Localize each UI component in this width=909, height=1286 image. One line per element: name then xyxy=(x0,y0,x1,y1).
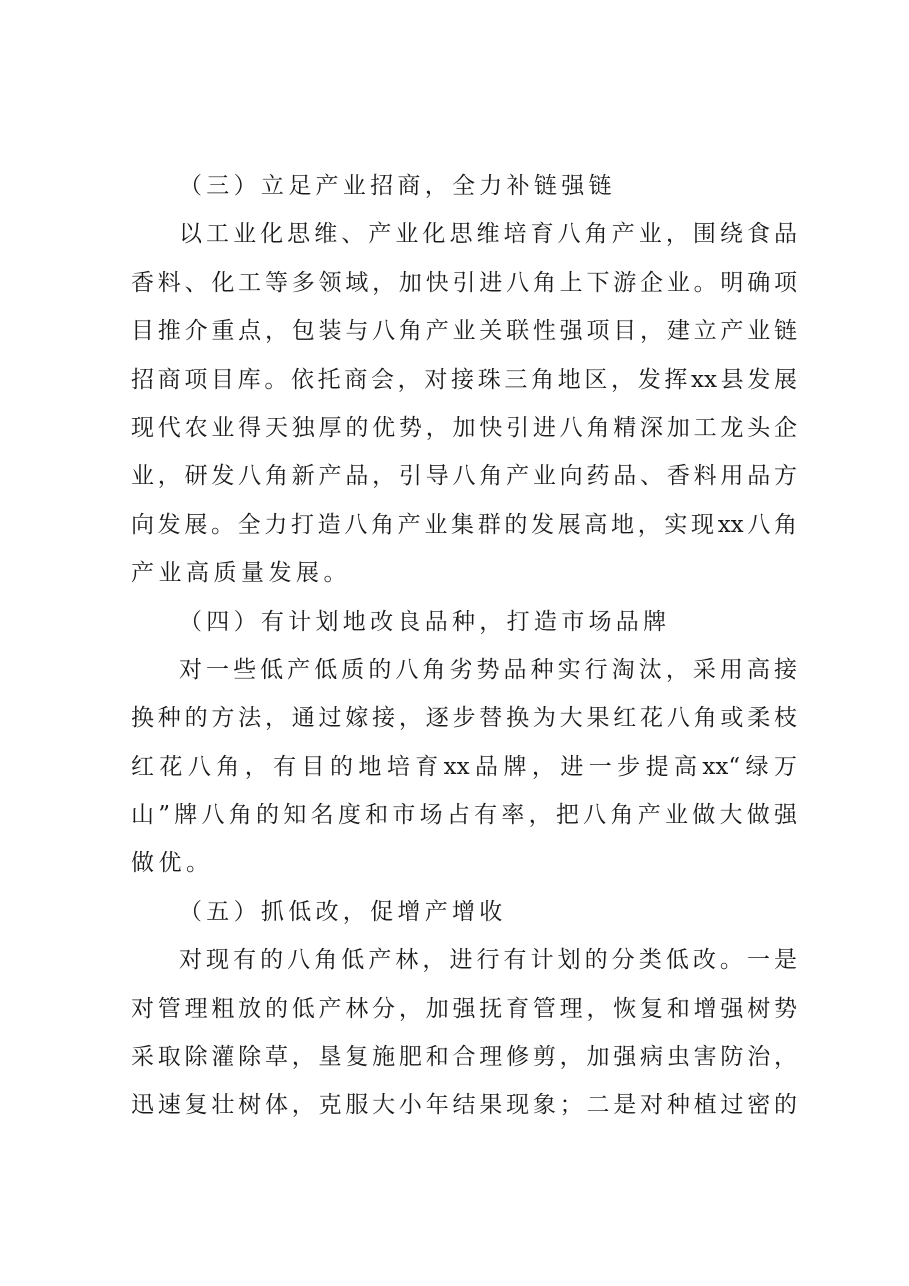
document-body xyxy=(131,162,797,1130)
paragraph-line: 目推介重点，包装与八角产业关联性强项目，建立产业链 xyxy=(131,318,797,345)
paragraph-line: 山”牌八角的知名度和市场占有率，把八角产业做大做强 xyxy=(131,802,797,829)
paragraph-line: 香料、化工等多领域，加快引进八角上下游企业。明确项 xyxy=(131,269,797,296)
paragraph-line: 业，研发八角新产品，引导八角产业向药品、香料用品方 xyxy=(131,463,797,490)
paragraph-line: 对管理粗放的低产林分，加强抚育管理，恢复和增强树势 xyxy=(131,995,797,1022)
paragraph-line: 换种的方法，通过嫁接，逐步替换为大果红花八角或柔枝 xyxy=(131,705,797,732)
section-heading: （五）抓低改，促增产增收 xyxy=(179,898,507,925)
paragraph-line: 做优。 xyxy=(131,850,214,877)
paragraph-line: 招商项目库。依托商会，对接珠三角地区，发挥xx县发展 xyxy=(131,366,797,393)
section-heading: （四）有计划地改良品种，打造市场品牌 xyxy=(179,608,671,635)
paragraph-line: 对一些低产低质的八角劣势品种实行淘汰，采用高接 xyxy=(179,656,797,683)
paragraph-line: 迅速复壮树体，克服大小年结果现象；二是对种植过密的 xyxy=(131,1092,797,1119)
paragraph-line: 红花八角，有目的地培育xx品牌，进一步提高xx“绿万 xyxy=(131,753,797,780)
paragraph-line: 对现有的八角低产林，进行有计划的分类低改。一是 xyxy=(179,947,797,974)
section-heading: （三）立足产业招商，全力补链强链 xyxy=(179,173,616,199)
paragraph-line: 现代农业得天独厚的优势，加快引进八角精深加工龙头企 xyxy=(131,414,797,441)
paragraph-line: 以工业化思维、产业化思维培育八角产业，围绕食品 xyxy=(179,221,797,248)
paragraph-line: 产业高质量发展。 xyxy=(131,560,351,587)
paragraph-line: 向发展。全力打造八角产业集群的发展高地，实现xx八角 xyxy=(131,511,797,538)
paragraph-line: 采取除灌除草，垦复施肥和合理修剪，加强病虫害防治， xyxy=(131,1044,797,1071)
